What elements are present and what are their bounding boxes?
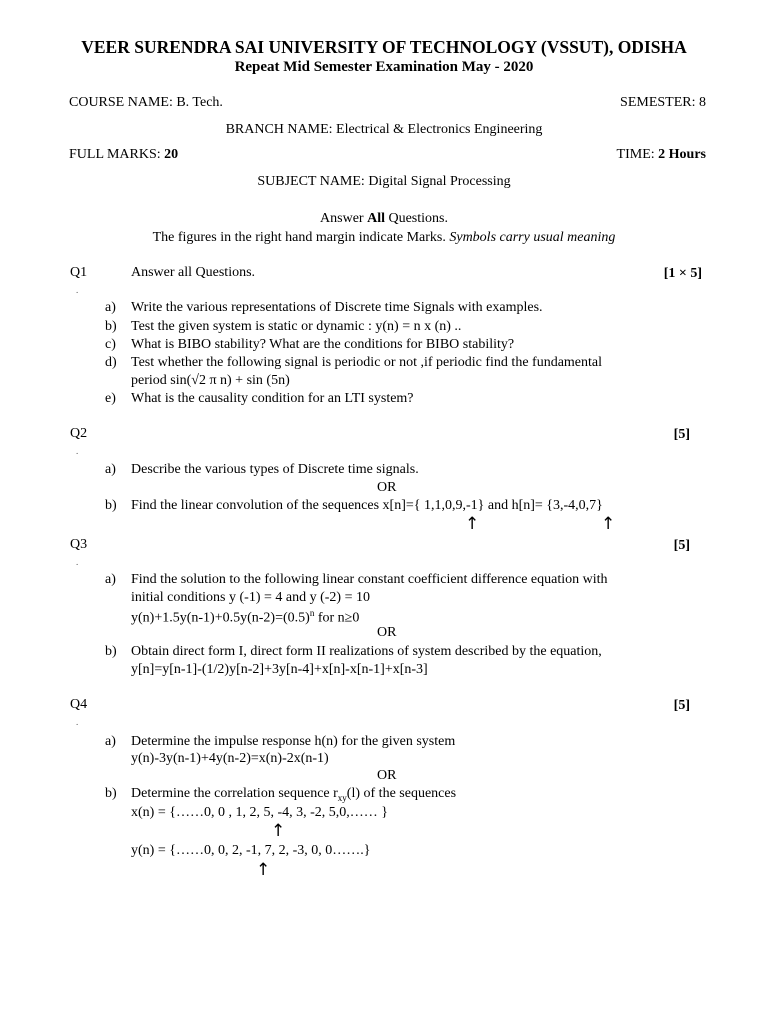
q2-label: Q2: [70, 426, 88, 441]
q4a-text: Determine the impulse response h(n) for the given system: [131, 734, 456, 749]
q1a-text: Write the various representations of Discrete time Signals with examples.: [131, 300, 543, 315]
subject-name: SUBJECT NAME: Digital Signal Processing: [257, 174, 511, 189]
full-marks-label: FULL MARKS:: [69, 147, 165, 162]
q4-or: OR: [377, 768, 397, 783]
time-value: 2 Hours: [658, 147, 706, 162]
q3a-text-1: Find the solution to the following linear constant coefficient difference equation with: [131, 572, 608, 587]
q1e-label: e): [105, 391, 116, 406]
q2a-text: Describe the various types of Discrete time signals.: [131, 462, 419, 477]
instruction-pre: Answer: [320, 211, 368, 226]
instruction-marks-note: The figures in the right hand margin indicate Marks.: [152, 230, 450, 245]
q3b-text-1: Obtain direct form I, direct form II realizations of system described by the equation,: [131, 644, 602, 659]
instruction-bold: All: [367, 211, 385, 226]
q3b-text-2: y[n]=y[n-1]-(1/2)y[n-2]+3y[n-4]+x[n]-x[n-1]+x[n-3]: [131, 662, 428, 677]
q3a-eq-main: y(n)+1.5y(n-1)+0.5y(n-2)=(0.5): [131, 610, 310, 626]
q3a-eq-sup: n: [309, 608, 315, 618]
q2-x-origin-arrow: ↑: [465, 514, 480, 534]
q1d-label: d): [105, 355, 117, 370]
q4-y-sequence: y(n) = {……0, 0, 2, -1, 7, 2, -3, 0, 0…….}: [131, 843, 371, 858]
q1d-text: Test whether the following signal is periodic or not ,if periodic find the fundamental: [131, 355, 603, 370]
instruction-post: Questions.: [384, 211, 448, 226]
q4b-text: [131, 786, 456, 803]
q4b-text-post: (l) of the sequences: [346, 786, 457, 801]
time-label: TIME:: [616, 147, 659, 162]
q3b-label: b): [105, 644, 117, 659]
full-marks-value: 20: [164, 147, 179, 162]
q1-dot: .: [76, 285, 79, 295]
q4-x-origin-arrow: ↑: [271, 821, 286, 841]
full-marks: [69, 147, 178, 163]
q1-heading: Answer all Questions.: [131, 265, 256, 280]
q2-marks: [5]: [673, 427, 690, 442]
q3a-equation: [131, 608, 359, 627]
q1b-text: Test the given system is static or dynamic : y(n) = n x (n) ..: [131, 319, 462, 334]
q4-x-sequence: x(n) = {……0, 0 , 1, 2, 5, -4, 3, -2, 5,0,…… }: [131, 805, 388, 820]
q2-dot: .: [76, 446, 79, 456]
q4-dot: .: [76, 717, 79, 727]
q4b-label: b): [105, 786, 117, 801]
q1-marks: [1 × 5]: [663, 266, 702, 281]
q4b-text-pre: Determine the correlation sequence r: [131, 786, 338, 801]
q1e-text: What is the causality condition for an LTI system?: [131, 391, 414, 406]
q1c-text: What is BIBO stability? What are the conditions for BIBO stability?: [131, 337, 515, 352]
q3-or: OR: [377, 625, 397, 640]
branch-name: BRANCH NAME: Electrical & Electronics Engineering: [225, 122, 543, 137]
q4-y-origin-arrow: ↑: [256, 860, 271, 880]
exam-title: Repeat Mid Semester Examination May - 2020: [234, 59, 534, 75]
course-name: COURSE NAME: B. Tech.: [69, 95, 223, 110]
semester: SEMESTER: 8: [620, 95, 706, 110]
q4-label: Q4: [70, 697, 88, 712]
q2b-label: b): [105, 498, 117, 513]
q3-label: Q3: [70, 537, 88, 552]
q1d-text-2: period sin(√2 π n) + sin (5n): [131, 373, 290, 388]
q2-or: OR: [377, 480, 397, 495]
q1b-label: b): [105, 319, 117, 334]
q3a-eq-post: for n≥0: [314, 610, 360, 626]
q3-marks: [5]: [673, 538, 690, 553]
instruction-symbols-note: Symbols carry usual meaning: [449, 230, 616, 245]
q2-h-origin-arrow: ↑: [601, 514, 616, 534]
q4b-text-sub: xy: [337, 792, 347, 803]
q4-marks: [5]: [673, 698, 690, 713]
q1c-label: c): [105, 337, 116, 352]
q2b-text: Find the linear convolution of the sequences x[n]={ 1,1,0,9,-1} and h[n]= {3,-4,0,7}: [131, 498, 603, 513]
instruction-line-1: [0, 211, 768, 227]
q3a-label: a): [105, 572, 116, 587]
q3a-text-2: initial conditions y (-1) = 4 and y (-2) = 10: [131, 590, 370, 605]
university-title: VEER SURENDRA SAI UNIVERSITY OF TECHNOLOGY (VSSUT), ODISHA: [81, 37, 687, 57]
q4a-equation: y(n)-3y(n-1)+4y(n-2)=x(n)-2x(n-1): [131, 751, 329, 766]
instruction-line-2: [0, 230, 768, 246]
q1-label: Q1: [70, 265, 88, 280]
q3-dot: .: [76, 557, 79, 567]
q4a-label: a): [105, 734, 116, 749]
q2a-label: a): [105, 462, 116, 477]
q1a-label: a): [105, 300, 116, 315]
time: [617, 147, 706, 163]
